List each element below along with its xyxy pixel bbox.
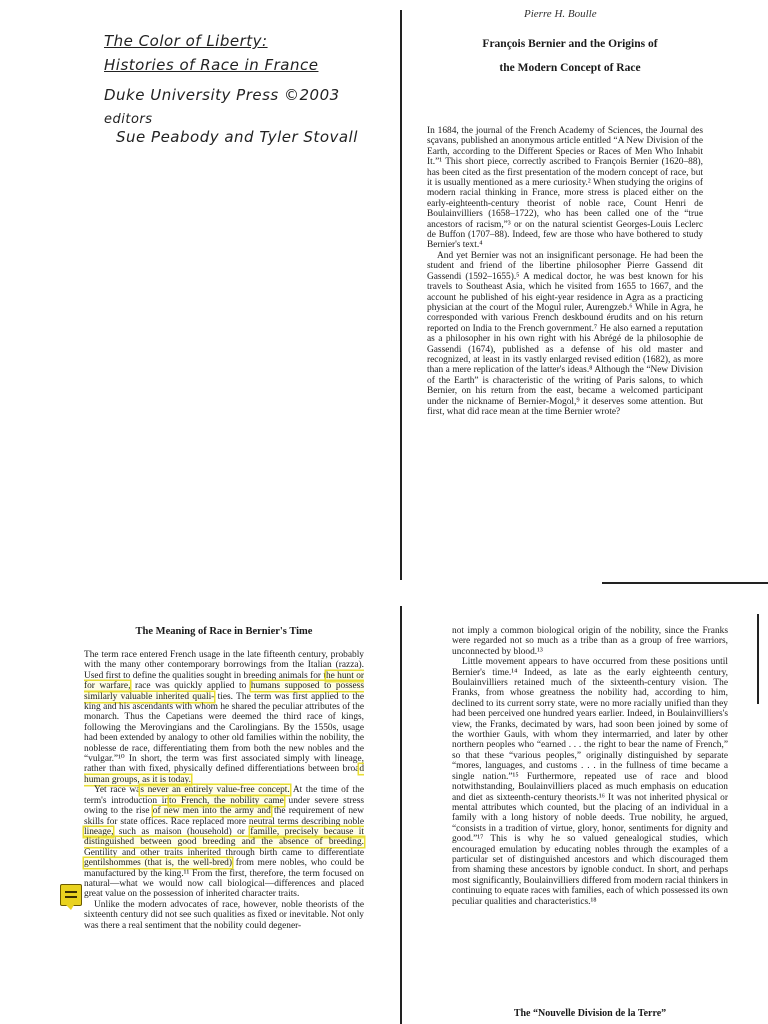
- text-run: Yet race wa: [94, 785, 141, 796]
- text-run: ties. The term was first applied to the king and his ascendants with whom he shared the peculiar attributes of the monarch. Thus the Capetians were deemed the third race of kings, following the Merovingians and the Carolingians. By the 1550s, usage had been extended by analogy to other old families within the nobility, the noblesse de race, differentiating them from both the new nobles and the “vulgar.”¹⁰ In short, the term was first associated simply with lineage, rather than with fixed, physically defined differentiations between broa: [84, 691, 364, 775]
- continued-body: [452, 626, 728, 907]
- page-edge: [400, 10, 402, 580]
- page-edge: [602, 582, 768, 584]
- sticky-note-tail: [66, 905, 74, 910]
- paragraph: And yet Bernier was not an insignificant personage. He had been the student and friend of the libertine philosopher Pierre Gassend dit Gassendi (1592–1655).⁵ A medical doctor, he was best known for his travels to Southeast Asia, which he visited from 1655 to 1667, and the account he published of his eight-year residence in Agra as a practicing physician at the court of the Mogul ruler, Aurengzeb.⁶ While in Agra, he corresponded with various French deskbound érudits and on his return reported on India to the French government.⁷ He also earned a reputation as a philosopher in his own right with his Abrégé de la philosophie de Gassendi (1674), published as a defense of his old master and recognized, at least in its vastly enlarged revised edition (1682), as more than a mere replication of the latter's ideas.⁸ Although the “New Division of the Earth” is characteristic of the writing of Paris salons, to which Bernier, on his return from the east, became a welcomed participant under the nickname of Bernier-Mogol,⁹ it deserves some attention. But first, what did race mean at the time Bernier wrote?: [427, 250, 703, 417]
- text-run: race was quickly applied to: [130, 681, 251, 692]
- paragraph: In 1684, the journal of the French Academy of Sciences, the Journal des sçavans, published an anonymous article entitled “A New Division of the Earth, according to the Different Species or Races of Men Who Inhabit It.”¹ This short piece, correctly ascribed to François Bernier (1620–88), has been cited as the first presentation of the modern concept of race, but it is usually mentioned as a mere curiosity.² When studying the origins of modern racial thinking in France, more stress is placed either on the early-eighteenth-century theorist of noble race, Count Henri de Boulainvilliers (1658–1722), who has been called one of the “true ancestors of racism,”³ or on the natural scientist Georges-Louis Leclerc de Buffon (1707–88). Indeed, few are those who have bothered to study Bernier's text.⁴: [427, 126, 703, 251]
- highlight[interactable]: of new men into the army and: [152, 806, 271, 817]
- highlight[interactable]: to French, the nobility came: [169, 795, 284, 806]
- text-run: At the time of the term's introduction in: [84, 785, 364, 806]
- section-body: [84, 650, 364, 931]
- running-header: Pierre H. Boulle: [524, 8, 597, 20]
- article-title-line-1: François Bernier and the Origins of: [482, 38, 658, 50]
- text-run: from mere nobles, who could be manufactured by the king.¹¹ From the first, therefore, the term focused on natural—what we would now call biological—differences and placed great value on the possession of inherited character traits.: [84, 858, 364, 900]
- paragraph: not imply a common biological origin of the nobility, since the Franks were regarded not so much as a tribe than as a group of free warriors, unconnected by blood.¹³: [452, 626, 728, 657]
- article-title-line-2: the Modern Concept of Race: [499, 62, 641, 74]
- handwritten-line-5: Sue Peabody and Tyler Stovall: [116, 128, 358, 146]
- text-run: The term race entered French usage in the late fifteenth century, probably with the many other contemporary borrowings from the Italian (razza). Used first to define the qualities sought in breeding animals for t: [84, 650, 364, 681]
- paragraph: [84, 785, 364, 899]
- handwritten-line-4: editors: [104, 112, 153, 127]
- handwritten-line-1: The Color of Liberty:: [104, 32, 268, 50]
- text-run: the requirement of new skills for state offices. Race replaced more neutral terms describing noble: [84, 806, 364, 827]
- highlight[interactable]: gentilshommes (that is, the well-bred): [84, 858, 232, 869]
- highlight[interactable]: famille, precisely because it distinguished between good breeding and the absence of breeding.: [84, 826, 365, 848]
- highlight[interactable]: he hunt or for warfare,: [84, 670, 364, 692]
- text-run: such as maison (household) or: [113, 826, 251, 837]
- highlight[interactable]: humans supposed to possess similarly valuable inherited quali-: [84, 681, 364, 702]
- left-page: [0, 590, 400, 1024]
- page-edge: [400, 606, 402, 1024]
- handwritten-line-3: Duke University Press ©2003: [104, 86, 340, 104]
- paragraph: Little movement appears to have occurred from these positions until Bernier's time.¹⁴ Indeed, as late as the early eighteenth century, Boulainvilliers retained much of the sixteenth-century vision. The Franks, from whose greatness the nobility had, according to him, declined to its current sorry state, were no more racially unified than they had been perceived one hundred years earlier. Indeed, in Boulainvilliers's view, the Franks, decimated by wars, had soon been joined by some of the worthier Gauls, with whom they intermarried, and later by other northern peoples who “earned . . . the right to bear the name of French,” so that these “various peoples,” originally distinguished by separate “mores, languages, and customs . . . in the fullness of time became a single nation.”¹⁵ Furthermore, repeated use of race and blood notwithstanding, Boulainvilliers placed as much emphasis on education and diet as sixteenth-century theorists.¹⁶ It was not inherited physical or mental attributes which counted, but the placing of an individual in a family with a long history of noble deeds. True nobility, he argued, “consists in a tradition of virtue, glory, honor, sentiments for dignity and good.”¹⁷ This is why he so valued genealogical studies, which encouraged emulation by educating nobles through the examples of a particular set of distinguished ancestors and which discouraged them from shaming these ancestors by ignoble conduct. In short, and perhaps most significantly, Boulainvilliers differed from modern racial thinkers in continuing to equate races with families, each of which possessed its own peculiar qualities and characteristics.¹⁸: [452, 657, 728, 907]
- sticky-note-icon[interactable]: [60, 884, 82, 906]
- section-title: The Meaning of Race in Bernier's Time: [135, 626, 313, 637]
- highlight[interactable]: d human groups, as it is today.: [84, 764, 364, 785]
- article-body: [427, 126, 703, 417]
- right-page: [400, 590, 768, 1024]
- highlight[interactable]: s never an entirely value-free concept.: [140, 785, 290, 796]
- next-section-title: The “Nouvelle Division de la Terre”: [513, 1008, 667, 1019]
- highlight[interactable]: lineage,: [84, 826, 114, 837]
- paragraph: [84, 650, 364, 785]
- text-run: Gentility and other traits inherited through birth came to differentiate: [84, 847, 364, 858]
- handwritten-line-2: Histories of Race in France: [104, 56, 319, 74]
- text-run: under severe stress owing to the rise: [84, 795, 364, 817]
- page-edge: [757, 614, 759, 704]
- paragraph: Unlike the modern advocates of race, however, noble theorists of the sixteenth century did not see such qualities as fixed or inevitable. Not only was there a real sentiment that the nobility could degener-: [84, 899, 364, 931]
